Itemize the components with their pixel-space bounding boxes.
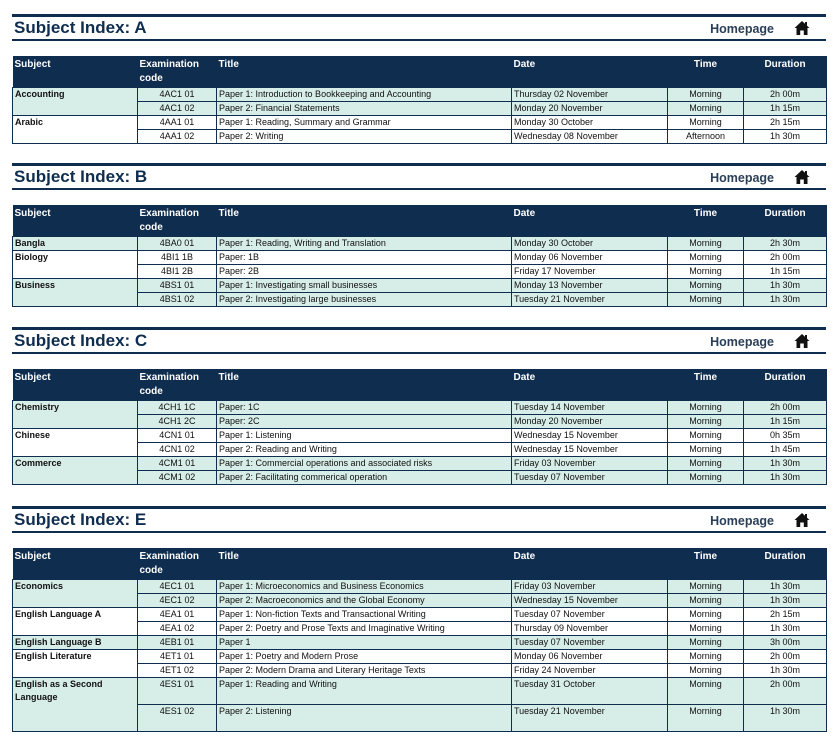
subject-cell: Commerce <box>13 457 138 485</box>
homepage-link[interactable]: Homepage <box>710 171 774 185</box>
duration-cell: 1h 30m <box>744 580 827 594</box>
time-cell: Morning <box>668 102 744 116</box>
time-cell: Morning <box>668 471 744 485</box>
table-header-row <box>13 56 827 88</box>
date-cell: Monday 20 November <box>512 102 668 116</box>
section-heading: Subject Index: E <box>14 510 147 529</box>
code-cell: 4CN1 02 <box>138 443 217 457</box>
code-cell: 4CH1 1C <box>138 401 217 415</box>
title-cell: Paper 1: Investigating small businesses <box>217 279 512 293</box>
duration-cell: 1h 30m <box>744 622 827 636</box>
code-cell: 4BS1 02 <box>138 293 217 307</box>
time-cell: Morning <box>668 443 744 457</box>
table-row <box>13 401 827 415</box>
table-row <box>13 88 827 102</box>
section-heading: Subject Index: C <box>14 331 148 350</box>
title-cell: Paper 1: Microeconomics and Business Economics <box>217 580 512 594</box>
date-cell: Friday 03 November <box>512 457 668 471</box>
duration-cell: 1h 30m <box>744 705 827 732</box>
col-date: Date <box>512 369 668 401</box>
duration-cell: 1h 15m <box>744 265 827 279</box>
subject-cell: Economics <box>13 580 138 608</box>
homepage-link[interactable]: Homepage <box>710 514 774 528</box>
title-cell: Paper 1: Poetry and Modern Prose <box>217 650 512 664</box>
home-icon[interactable] <box>794 333 810 349</box>
date-cell: Tuesday 21 November <box>512 705 668 732</box>
duration-cell: 2h 00m <box>744 401 827 415</box>
section-bottom-rule <box>12 352 826 354</box>
title-cell: Paper 2: Macroeconomics and the Global Economy <box>217 594 512 608</box>
section-a <box>12 14 826 41</box>
homepage-link[interactable]: Homepage <box>710 335 774 349</box>
table-section-b <box>12 205 827 307</box>
duration-cell: 1h 30m <box>744 664 827 678</box>
title-cell: Paper 1: Listening <box>217 429 512 443</box>
code-cell: 4ET1 02 <box>138 664 217 678</box>
duration-cell: 2h 00m <box>744 88 827 102</box>
date-cell: Monday 30 October <box>512 116 668 130</box>
title-cell: Paper 2: Listening <box>217 705 512 732</box>
table-row <box>13 636 827 650</box>
col-duration: Duration <box>744 205 827 237</box>
date-cell: Friday 24 November <box>512 664 668 678</box>
date-cell: Friday 17 November <box>512 265 668 279</box>
title-cell: Paper 2: Financial Statements <box>217 102 512 116</box>
section-title-bar <box>12 330 826 352</box>
table-header-row <box>13 369 827 401</box>
homepage-link[interactable]: Homepage <box>710 22 774 36</box>
duration-cell: 1h 30m <box>744 594 827 608</box>
duration-cell: 2h 00m <box>744 650 827 664</box>
code-cell: 4CM1 01 <box>138 457 217 471</box>
time-cell: Morning <box>668 650 744 664</box>
time-cell: Morning <box>668 88 744 102</box>
col-title: Title <box>217 369 512 401</box>
date-cell: Monday 06 November <box>512 251 668 265</box>
code-cell: 4AA1 02 <box>138 130 217 144</box>
time-cell: Morning <box>668 293 744 307</box>
subject-cell: Accounting <box>13 88 138 116</box>
date-cell: Wednesday 08 November <box>512 130 668 144</box>
table-section-c <box>12 369 827 485</box>
code-cell: 4AC1 01 <box>138 88 217 102</box>
code-cell: 4CN1 01 <box>138 429 217 443</box>
date-cell: Tuesday 14 November <box>512 401 668 415</box>
code-cell: 4EC1 01 <box>138 580 217 594</box>
time-cell: Morning <box>668 237 744 251</box>
duration-cell: 2h 30m <box>744 237 827 251</box>
table-header-row <box>13 548 827 580</box>
date-cell: Tuesday 07 November <box>512 608 668 622</box>
title-cell: Paper 1: Reading and Writing <box>217 678 512 705</box>
col-duration: Duration <box>744 369 827 401</box>
section-bottom-rule <box>12 188 826 190</box>
subject-cell: Arabic <box>13 116 138 144</box>
date-cell: Wednesday 15 November <box>512 429 668 443</box>
section-heading: Subject Index: B <box>14 167 148 186</box>
code-cell: 4ES1 02 <box>138 705 217 732</box>
section-e <box>12 506 826 533</box>
col-title: Title <box>217 56 512 88</box>
table-row <box>13 429 827 443</box>
date-cell: Tuesday 07 November <box>512 636 668 650</box>
time-cell: Morning <box>668 401 744 415</box>
duration-cell: 1h 45m <box>744 443 827 457</box>
table-row <box>13 580 827 594</box>
title-cell: Paper 1: Commercial operations and associated risks <box>217 457 512 471</box>
time-cell: Morning <box>668 580 744 594</box>
time-cell: Morning <box>668 279 744 293</box>
date-cell: Tuesday 31 October <box>512 678 668 705</box>
table-row <box>13 237 827 251</box>
date-cell: Tuesday 21 November <box>512 293 668 307</box>
duration-cell: 0h 35m <box>744 429 827 443</box>
section-bottom-rule <box>12 531 826 533</box>
date-cell: Monday 20 November <box>512 415 668 429</box>
col-subject: Subject <box>13 369 138 401</box>
title-cell: Paper 2: Writing <box>217 130 512 144</box>
table-row <box>13 678 827 705</box>
title-cell: Paper 1: Non-fiction Texts and Transactional Writing <box>217 608 512 622</box>
title-cell: Paper 1: Reading, Summary and Grammar <box>217 116 512 130</box>
code-cell: 4CH1 2C <box>138 415 217 429</box>
date-cell: Friday 03 November <box>512 580 668 594</box>
section-b <box>12 163 826 190</box>
home-icon[interactable] <box>794 169 810 185</box>
code-cell: 4BS1 01 <box>138 279 217 293</box>
section-title-bar <box>12 509 826 531</box>
duration-cell: 1h 15m <box>744 415 827 429</box>
duration-cell: 3h 00m <box>744 636 827 650</box>
title-cell: Paper: 1B <box>217 251 512 265</box>
title-cell: Paper: 2C <box>217 415 512 429</box>
duration-cell: 1h 15m <box>744 102 827 116</box>
col-code: Examination code <box>138 205 217 237</box>
date-cell: Thursday 02 November <box>512 88 668 102</box>
col-time: Time <box>668 548 744 580</box>
time-cell: Morning <box>668 622 744 636</box>
date-cell: Monday 30 October <box>512 237 668 251</box>
subject-cell: English Literature <box>13 650 138 678</box>
date-cell: Tuesday 07 November <box>512 471 668 485</box>
col-duration: Duration <box>744 56 827 88</box>
date-cell: Monday 13 November <box>512 279 668 293</box>
time-cell: Morning <box>668 678 744 705</box>
home-icon[interactable] <box>794 20 810 36</box>
subject-cell: Chemistry <box>13 401 138 429</box>
title-cell: Paper 2: Poetry and Prose Texts and Imaginative Writing <box>217 622 512 636</box>
col-time: Time <box>668 56 744 88</box>
subject-cell: English Language A <box>13 608 138 636</box>
time-cell: Morning <box>668 664 744 678</box>
home-icon[interactable] <box>794 512 810 528</box>
time-cell: Morning <box>668 265 744 279</box>
code-cell: 4BA0 01 <box>138 237 217 251</box>
title-cell: Paper 1: Reading, Writing and Translation <box>217 237 512 251</box>
duration-cell: 1h 30m <box>744 457 827 471</box>
title-cell: Paper 1 <box>217 636 512 650</box>
code-cell: 4EC1 02 <box>138 594 217 608</box>
duration-cell: 1h 30m <box>744 471 827 485</box>
time-cell: Morning <box>668 608 744 622</box>
table-section-e <box>12 548 827 732</box>
subject-cell: Bangla <box>13 237 138 251</box>
code-cell: 4EA1 02 <box>138 622 217 636</box>
time-cell: Morning <box>668 116 744 130</box>
subject-cell: Biology <box>13 251 138 279</box>
time-cell: Morning <box>668 636 744 650</box>
col-date: Date <box>512 205 668 237</box>
title-cell: Paper 2: Facilitating commerical operation <box>217 471 512 485</box>
date-cell: Wednesday 15 November <box>512 443 668 457</box>
section-c <box>12 327 826 354</box>
subject-cell: Business <box>13 279 138 307</box>
table-section-a <box>12 56 827 144</box>
table-row <box>13 608 827 622</box>
time-cell: Morning <box>668 429 744 443</box>
title-cell: Paper: 2B <box>217 265 512 279</box>
section-title-bar <box>12 166 826 188</box>
code-cell: 4AC1 02 <box>138 102 217 116</box>
time-cell: Morning <box>668 251 744 265</box>
code-cell: 4EA1 01 <box>138 608 217 622</box>
table-row <box>13 279 827 293</box>
duration-cell: 1h 30m <box>744 130 827 144</box>
duration-cell: 1h 30m <box>744 279 827 293</box>
section-title-bar <box>12 17 826 39</box>
col-code: Examination code <box>138 548 217 580</box>
col-duration: Duration <box>744 548 827 580</box>
title-cell: Paper 2: Investigating large businesses <box>217 293 512 307</box>
code-cell: 4BI1 1B <box>138 251 217 265</box>
col-subject: Subject <box>13 548 138 580</box>
duration-cell: 2h 15m <box>744 116 827 130</box>
col-time: Time <box>668 369 744 401</box>
table-header-row <box>13 205 827 237</box>
code-cell: 4AA1 01 <box>138 116 217 130</box>
col-time: Time <box>668 205 744 237</box>
duration-cell: 2h 00m <box>744 251 827 265</box>
title-cell: Paper: 1C <box>217 401 512 415</box>
duration-cell: 1h 30m <box>744 293 827 307</box>
col-title: Title <box>217 548 512 580</box>
date-cell: Thursday 09 November <box>512 622 668 636</box>
section-bottom-rule <box>12 39 826 41</box>
duration-cell: 2h 15m <box>744 608 827 622</box>
code-cell: 4ES1 01 <box>138 678 217 705</box>
date-cell: Monday 06 November <box>512 650 668 664</box>
table-row <box>13 251 827 265</box>
col-code: Examination code <box>138 56 217 88</box>
code-cell: 4EB1 01 <box>138 636 217 650</box>
code-cell: 4ET1 01 <box>138 650 217 664</box>
col-date: Date <box>512 56 668 88</box>
time-cell: Morning <box>668 705 744 732</box>
time-cell: Afternoon <box>668 130 744 144</box>
table-row <box>13 116 827 130</box>
col-subject: Subject <box>13 56 138 88</box>
title-cell: Paper 1: Introduction to Bookkeeping and Accounting <box>217 88 512 102</box>
col-date: Date <box>512 548 668 580</box>
date-cell: Wednesday 15 November <box>512 594 668 608</box>
table-row <box>13 457 827 471</box>
col-subject: Subject <box>13 205 138 237</box>
time-cell: Morning <box>668 457 744 471</box>
time-cell: Morning <box>668 594 744 608</box>
subject-cell: English Language B <box>13 636 138 650</box>
col-title: Title <box>217 205 512 237</box>
col-code: Examination code <box>138 369 217 401</box>
subject-cell: Chinese <box>13 429 138 457</box>
duration-cell: 2h 00m <box>744 678 827 705</box>
code-cell: 4BI1 2B <box>138 265 217 279</box>
table-row <box>13 650 827 664</box>
title-cell: Paper 2: Reading and Writing <box>217 443 512 457</box>
time-cell: Morning <box>668 415 744 429</box>
title-cell: Paper 2: Modern Drama and Literary Heritage Texts <box>217 664 512 678</box>
subject-cell: English as a Second Language <box>13 678 138 732</box>
code-cell: 4CM1 02 <box>138 471 217 485</box>
section-heading: Subject Index: A <box>14 18 147 37</box>
